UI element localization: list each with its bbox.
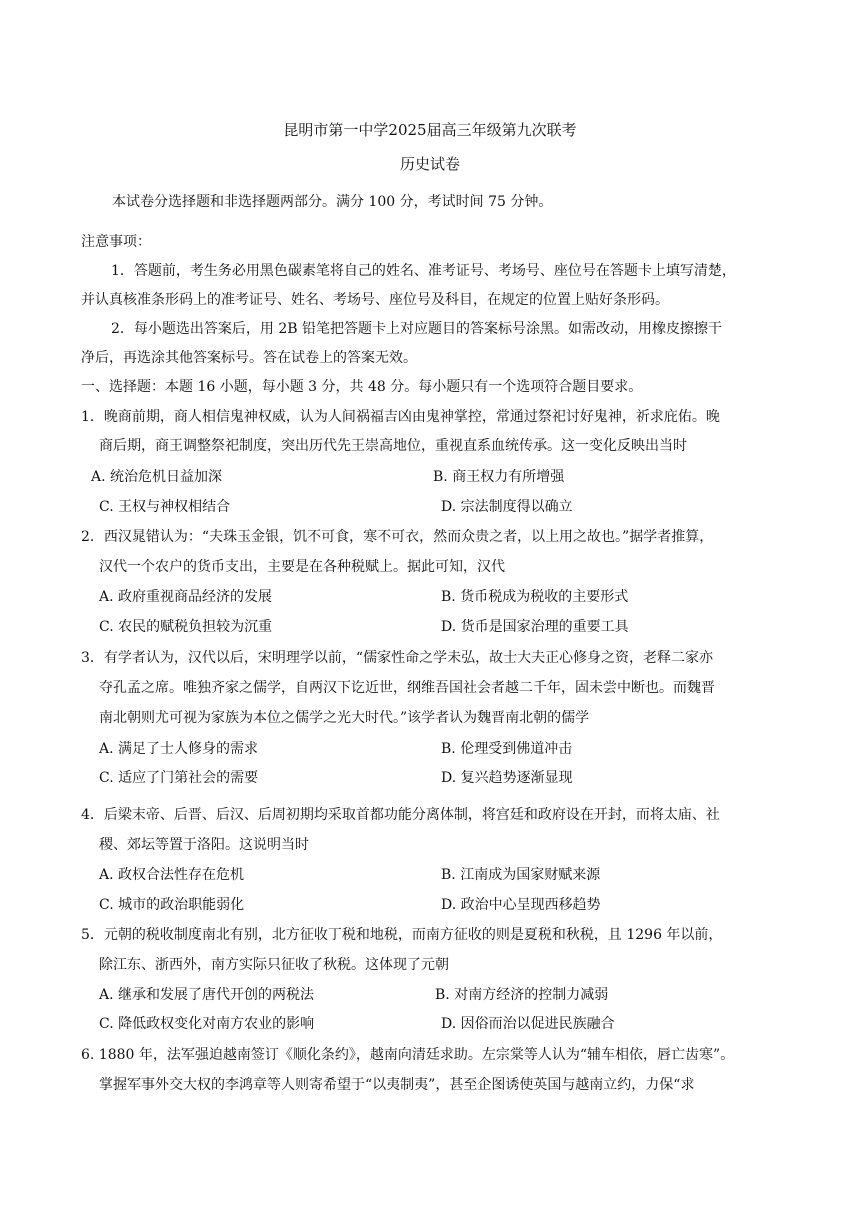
question-2-option-b: B. 货币税成为税收的主要形式	[441, 589, 629, 605]
question-3-line-2: 夺孔孟之席。唯独齐家之儒学，自两汉下讫近世，纲维吾国社会者越二千年，固未尝中断也。而魏晋	[99, 680, 715, 696]
question-4-option-d: D. 政治中心呈现西移趋势	[441, 897, 601, 913]
question-6-line-2: 掌握军事外交大权的李鸿章等人则寄希望于“以夷制夷”，甚至企图诱使英国与越南立约，力保“求	[99, 1077, 695, 1093]
note-1-line-1: 1．答题前，考生务必用黑色碳素笔将自己的姓名、准考证号、考场号、座位号在答题卡上填写清楚，	[111, 263, 736, 279]
question-3-option-b: B. 伦理受到佛道冲击	[441, 741, 573, 757]
question-1-option-c: C. 王权与神权相结合	[99, 499, 231, 515]
question-1-option-a: A. 统治危机日益加深	[91, 469, 223, 485]
question-2-line-1: 2．西汉晁错认为：“夫珠玉金银，饥不可食，寒不可衣，然而众贵之者，以上用之故也。”据学者推算，	[81, 529, 714, 545]
question-5-line-2: 除江东、浙西外，南方实际只征收了秋税。这体现了元朝	[99, 957, 449, 973]
question-4-option-a: A. 政权合法性存在危机	[99, 867, 245, 883]
exam-title: 昆明市第一中学2025届高三年级第九次联考	[283, 121, 577, 139]
question-4-option-c: C. 城市的政治职能弱化	[99, 897, 245, 913]
section-heading: 一、选择题：本题 16 小题，每小题 3 分，共 48 分。每小题只有一个选项符合题目要求。	[81, 379, 643, 395]
question-2-option-c: C. 农民的赋税负担较为沉重	[99, 619, 273, 635]
question-2-option-d: D. 货币是国家治理的重要工具	[441, 619, 629, 635]
note-2-line-1: 2．每小题选出答案后，用 2B 铅笔把答题卡上对应题目的答案标号涂黑。如需改动，用橡皮擦擦干	[111, 321, 723, 337]
note-1-line-2: 并认真核准条形码上的准考证号、姓名、考场号、座位号及科目，在规定的位置上贴好条形码。	[81, 292, 669, 308]
question-2-option-a: A. 政府重视商品经济的发展	[99, 589, 273, 605]
question-5-option-b: B. 对南方经济的控制力减弱	[435, 987, 609, 1003]
question-5-line-1: 5．元朝的税收制度南北有别，北方征收丁税和地税，而南方征收的则是夏税和秋税，且 1296 年以前，	[81, 927, 723, 943]
question-3-option-d: D. 复兴趋势逐渐显现	[441, 770, 573, 786]
question-4-line-1: 4．后梁末帝、后晋、后汉、后周初期均采取首都功能分离体制，将宫廷和政府设在开封，而将太庙、社	[81, 807, 720, 823]
question-5-option-c: C. 降低政权变化对南方农业的影响	[99, 1016, 315, 1032]
note-2-line-2: 净后，再选涂其他答案标号。答在试卷上的答案无效。	[81, 350, 417, 366]
question-3-option-c: C. 适应了门第社会的需要	[99, 770, 259, 786]
question-1-option-d: D. 宗法制度得以确立	[441, 499, 573, 515]
exam-subject: 历史试卷	[399, 155, 460, 173]
question-4-line-2: 稷、郊坛等置于洛阳。这说明当时	[99, 837, 309, 853]
question-1-option-b: B. 商王权力有所增强	[433, 469, 565, 485]
question-1-line-1: 1．晚商前期，商人相信鬼神权威，认为人间祸福吉凶由鬼神掌控，常通过祭祀讨好鬼神，祈求庇佑。晚	[81, 409, 720, 425]
question-3-line-1: 3．有学者认为，汉代以后，宋明理学以前，“儒家性命之学未弘，故士大夫正心修身之资，老释二家亦	[81, 650, 714, 666]
question-3-option-a: A. 满足了士人修身的需求	[99, 741, 259, 757]
question-1-line-2: 商后期，商王调整祭祀制度，突出历代先王崇高地位，重视直系血统传承。这一变化反映出当时	[99, 438, 687, 454]
question-2-line-2: 汉代一个农户的货币支出，主要是在各种税赋上。据此可知，汉代	[99, 559, 505, 575]
question-5-option-d: D. 因俗而治以促进民族融合	[441, 1016, 615, 1032]
question-6-line-1: 6. 1880 年，法军强迫越南签订《顺化条约》，越南向清廷求助。左宗棠等人认为“辅车相依，唇亡齿寒”。	[81, 1047, 735, 1063]
question-5-option-a: A. 继承和发展了唐代开创的两税法	[99, 987, 315, 1003]
notes-heading: 注意事项：	[81, 234, 151, 250]
exam-intro: 本试卷分选择题和非选择题两部分。满分 100 分，考试时间 75 分钟。	[112, 194, 553, 210]
question-3-line-3: 南北朝则尤可视为家族为本位之儒学之光大时代。”该学者认为魏晋南北朝的儒学	[99, 710, 590, 726]
question-4-option-b: B. 江南成为国家财赋来源	[441, 867, 601, 883]
